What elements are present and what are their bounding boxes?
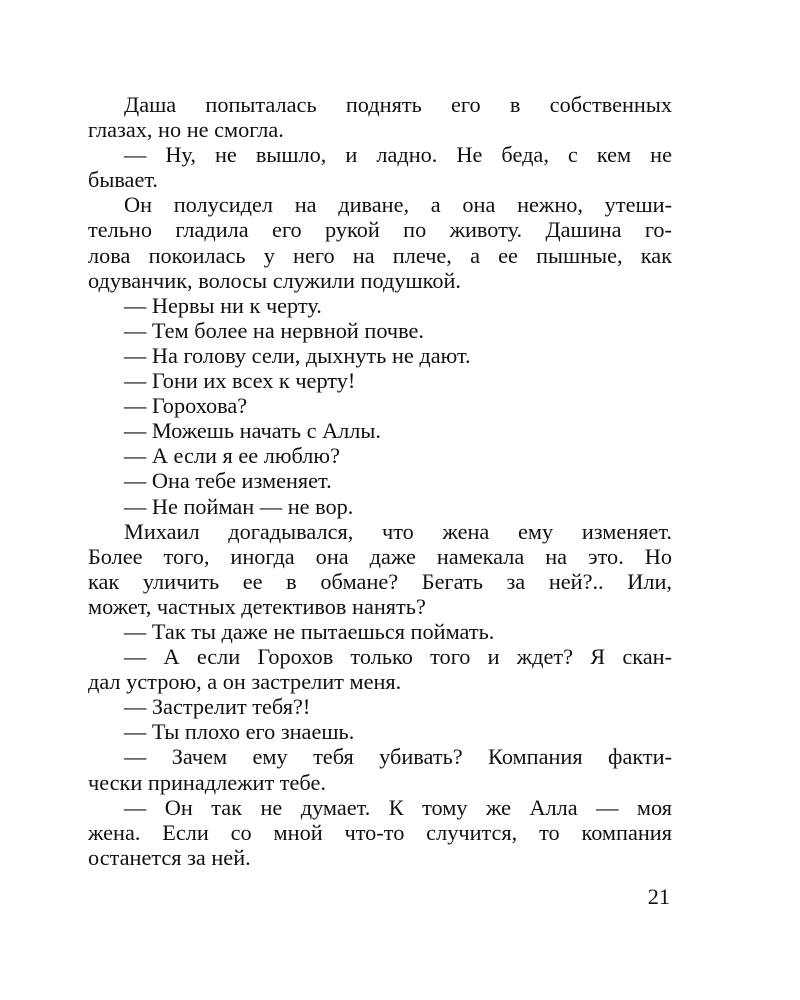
text-line: тельно гладила его рукой по животу. Дашина го- (88, 217, 672, 243)
text-line: Даша попыталась поднять его в собственных (124, 92, 672, 117)
text-line: одуванчик, волосы служили подушкой. (88, 267, 462, 293)
text-line: бывает. (88, 167, 158, 193)
page-number: 21 (647, 884, 670, 909)
text-line: — Ну, не вышло, и ладно. Не беда, с кем не (124, 142, 672, 168)
body-text (88, 92, 672, 870)
text-line: — Она тебе изменяет. (124, 468, 332, 494)
text-line: — Горохова? (124, 393, 248, 419)
text-line: дал устрою, а он застрелит меня. (88, 669, 402, 695)
text-line: жена. Если со мной что-то случится, то компания (88, 819, 672, 845)
text-line: — Так ты даже не пытаешься поймать. (124, 618, 495, 644)
text-line: чески принадлежит тебе. (88, 769, 326, 795)
text-line: — Можешь начать с Аллы. (124, 418, 381, 444)
text-line: глазах, но не смогла. (88, 117, 284, 143)
text-line: — Не пойман — не вор. (124, 493, 354, 519)
text-line: Он полусидел на диване, а она нежно, утеши- (124, 192, 672, 218)
text-line: лова покоилась у него на плече, а ее пышные, как (88, 242, 672, 268)
text-line: может, частных детективов нанять? (88, 593, 426, 619)
text-line: — Зачем ему тебя убивать? Компания факти- (124, 744, 672, 770)
text-line: — Он так не думает. К тому же Алла — моя (124, 794, 672, 820)
text-line: — Нервы ни к черту. (124, 292, 322, 318)
text-line: — Ты плохо его знаешь. (124, 719, 355, 745)
text-line: как уличить ее в обмане? Бегать за ней?.. Или, (88, 568, 672, 594)
text-line: — Застрелит тебя?! (124, 694, 311, 720)
text-line: — На голову сели, дыхнуть не дают. (124, 342, 471, 368)
text-line: Более того, иногда она даже намекала на это. Но (88, 543, 672, 569)
text-line: — Гони их всех к черту! (124, 368, 356, 394)
text-line: — Тем более на нервной почве. (124, 317, 424, 343)
text-line: — А если Горохов только того и ждет? Я скан- (124, 644, 672, 670)
text-line: останется за ней. (88, 844, 251, 870)
text-line: Михаил догадывался, что жена ему изменяет. (124, 518, 672, 544)
text-line: — А если я ее люблю? (124, 443, 340, 469)
